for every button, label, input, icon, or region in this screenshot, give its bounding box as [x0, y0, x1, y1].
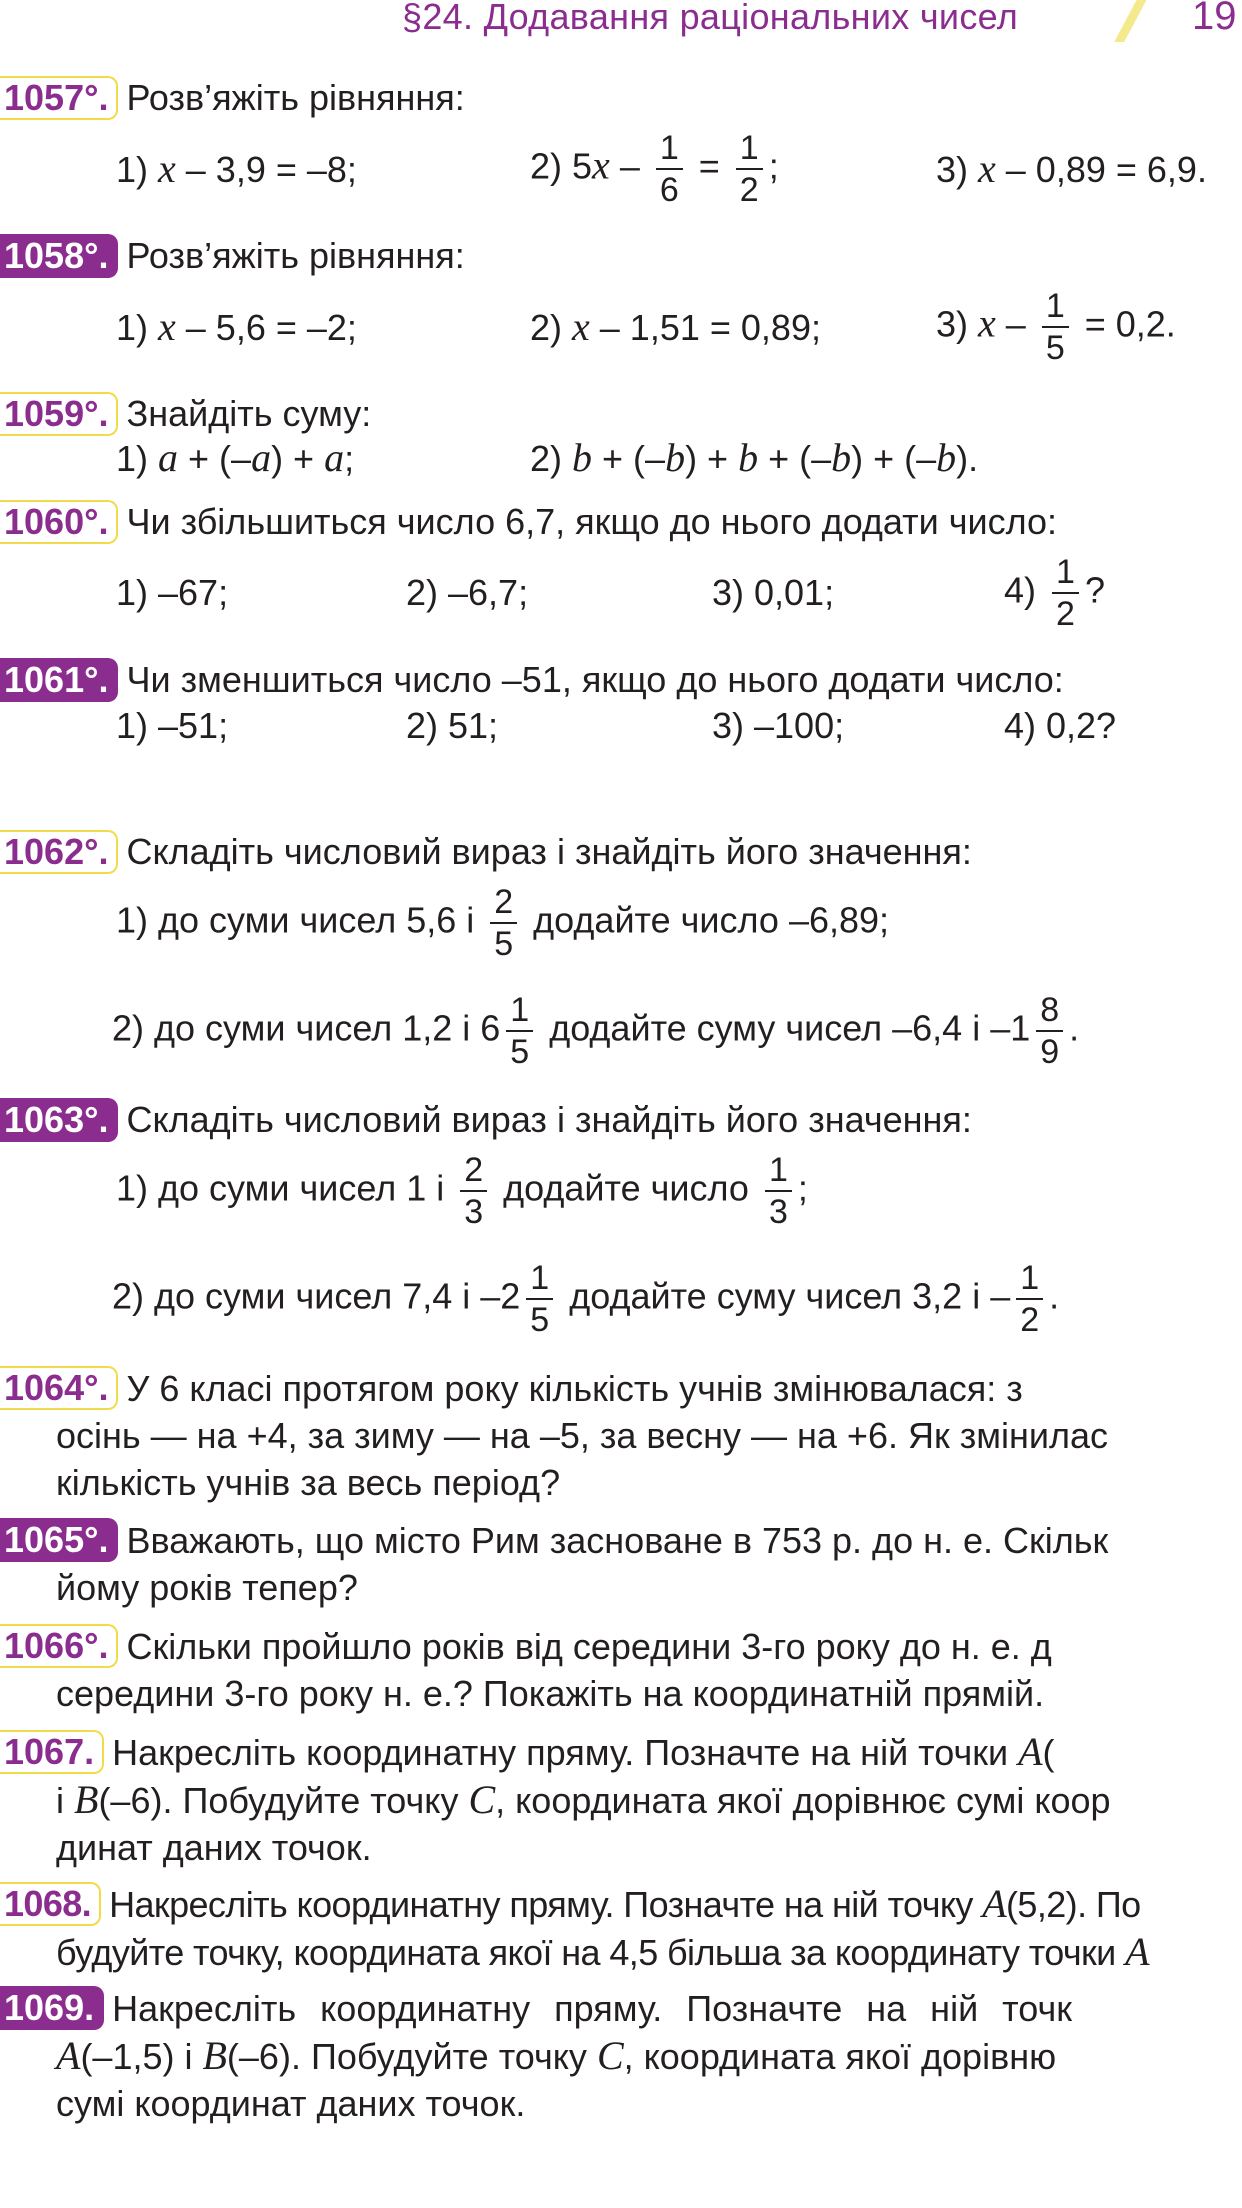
fraction: $\frac{1}{5}$	[526, 1258, 553, 1340]
problem-text: У 6 класі протягом року кількість учнів змінювалася: з	[126, 1367, 1023, 1409]
fraction: $\frac{2}{5}$	[490, 882, 517, 964]
problem-text: Складіть числовий вираз і знайдіть його значення:	[126, 831, 972, 873]
expression-item: 1) a + (–a) + a;	[116, 435, 355, 480]
problem-1067: 1067. Накресліть координатну пряму. Позначте на ній точки A( і B(–6). Побудуйте точку C, координата якої дорівнює сумі коор динат даних точок.	[0, 1726, 1242, 1871]
equation-item: 3) x – 0,89 = 6,9.	[936, 146, 1207, 191]
problem-1063	[0, 1096, 972, 1142]
fraction: $\frac{1}{3}$	[765, 1150, 792, 1232]
equation-item: 1) x – 3,9 = –8;	[116, 146, 357, 191]
fraction: $\frac{8}{9}$	[1036, 990, 1063, 1072]
equation-item: 3) x – $\frac{1}{5}$ = 0,2.	[936, 287, 1176, 367]
problem-number: 1059°.	[0, 392, 118, 436]
equation-item: 2) x – 1,51 = 0,89;	[530, 304, 821, 349]
problem-number: 1064°.	[0, 1366, 118, 1410]
problem-1058	[0, 232, 465, 278]
problem-text: і B(–6). Побудуйте точку C, координата якої дорівнює сумі коор	[56, 1777, 1111, 1823]
problem-text: A(–1,5) і B(–6). Побудуйте точку C, координата якої дорівню	[56, 2032, 1057, 2078]
task-item: 1) до суми чисел 1 і $\frac{2}{3}$ додайте число $\frac{1}{3}$ ;	[116, 1151, 808, 1231]
fraction: $\frac{1}{2}$	[1052, 552, 1079, 634]
problem-text: Знайдіть суму:	[126, 393, 372, 435]
equation-item: 1) x – 5,6 = –2;	[116, 304, 357, 349]
problem-number: 1061°.	[0, 658, 118, 702]
option-item: 1) –51;	[116, 705, 229, 746]
equation-item: 2) 5x – $\frac{1}{6}$ = $\frac{1}{2}$ ;	[530, 129, 779, 209]
option-item: 2) 51;	[406, 705, 499, 746]
problem-text: Чи зменшиться число –51, якщо до нього додати число:	[126, 659, 1064, 701]
fraction: $\frac{1}{5}$	[1042, 286, 1069, 368]
problem-text: осінь — на +4, за зиму — на –5, за весну — на +6. Як змінилас	[56, 1414, 1108, 1456]
fraction: $\frac{1}{2}$	[1016, 1258, 1043, 1340]
task-item: 2) до суми чисел 1,2 і 6 $\frac{1}{5}$ додайте суму чисел –6,4 і –1 $\frac{8}{9}$ .	[112, 991, 1080, 1071]
problem-1062	[0, 828, 972, 874]
problem-text: Скільки пройшло років від середини 3-го року до н. е. д	[126, 1625, 1052, 1667]
problem-text: Вважають, що місто Рим засноване в 753 р. до н. е. Скільк	[126, 1519, 1109, 1561]
problem-1065	[0, 1514, 1242, 1611]
problem-1066	[0, 1620, 1242, 1717]
problem-text: сумі координат даних точок.	[56, 2082, 526, 2124]
problem-number: 1067.	[0, 1730, 104, 1774]
page-header	[0, 0, 1242, 48]
problem-1064	[0, 1362, 1242, 1506]
problem-1061	[0, 656, 1064, 702]
problem-number: 1063°.	[0, 1098, 118, 1142]
option-item: 1) –67;	[116, 572, 229, 613]
problem-text: Складіть числовий вираз і знайдіть його значення:	[126, 1099, 972, 1141]
problem-1060	[0, 498, 1057, 544]
header-divider	[1114, 0, 1152, 42]
problem-number: 1069.	[0, 1986, 104, 2030]
option-item: 3) –100;	[712, 705, 845, 746]
option-item: 4) $\frac{1}{2}$ ?	[1004, 553, 1105, 633]
option-item: 3) 0,01;	[712, 572, 835, 613]
problem-1059	[0, 390, 371, 436]
problem-1057	[0, 74, 465, 120]
option-item: 4) 0,2?	[1004, 705, 1117, 746]
fraction: $\frac{2}{3}$	[460, 1150, 487, 1232]
problem-number: 1062°.	[0, 830, 118, 874]
problem-text: динат даних точок.	[56, 1827, 372, 1869]
problem-number: 1068.	[0, 1882, 101, 1926]
problem-number: 1060°.	[0, 500, 118, 544]
problem-number: 1058°.	[0, 234, 118, 278]
task-item: 1) до суми чисел 5,6 і $\frac{2}{5}$ додайте число –6,89;	[116, 883, 890, 963]
problem-text: середини 3-го року н. е.? Покажіть на координатній прямій.	[56, 1672, 1045, 1714]
problem-text: Чи збільшиться число 6,7, якщо до нього додати число:	[126, 501, 1058, 543]
problem-1069	[0, 1982, 1242, 2127]
problem-1068: 1068. Накресліть координатну пряму. Позначте на ній точку A(5,2). По будуйте точку, координата якої на 4,5 більша за координату точки A	[0, 1878, 1242, 1976]
problem-text: йому років тепер?	[56, 1566, 358, 1608]
fraction: $\frac{1}{6}$	[656, 128, 683, 210]
problem-number: 1065°.	[0, 1518, 118, 1562]
problem-text: Розв’яжіть рівняння:	[126, 235, 465, 277]
problem-text: Розв’яжіть рівняння:	[126, 77, 465, 119]
problem-text: будуйте точку, координата якої на 4,5 більша за координату точки A	[56, 1929, 1149, 1975]
fraction: $\frac{1}{2}$	[736, 128, 763, 210]
option-item: 2) –6,7;	[406, 572, 529, 613]
task-item: 2) до суми чисел 7,4 і –2 $\frac{1}{5}$ додайте суму чисел 3,2 і – $\frac{1}{2}$ .	[112, 1259, 1060, 1339]
problem-text: Накресліть координатну пряму. Позначте на ній точк	[112, 1987, 1072, 2029]
problem-text: кількість учнів за весь період?	[56, 1461, 561, 1503]
expression-item: 2) b + (–b) + b + (–b) + (–b).	[530, 435, 979, 480]
problem-number: 1057°.	[0, 76, 118, 120]
fraction: $\frac{1}{5}$	[506, 990, 533, 1072]
problem-number: 1066°.	[0, 1624, 118, 1668]
page-number: 19	[1192, 0, 1237, 38]
section-title: §24. Додавання раціональних чисел	[402, 0, 1019, 37]
